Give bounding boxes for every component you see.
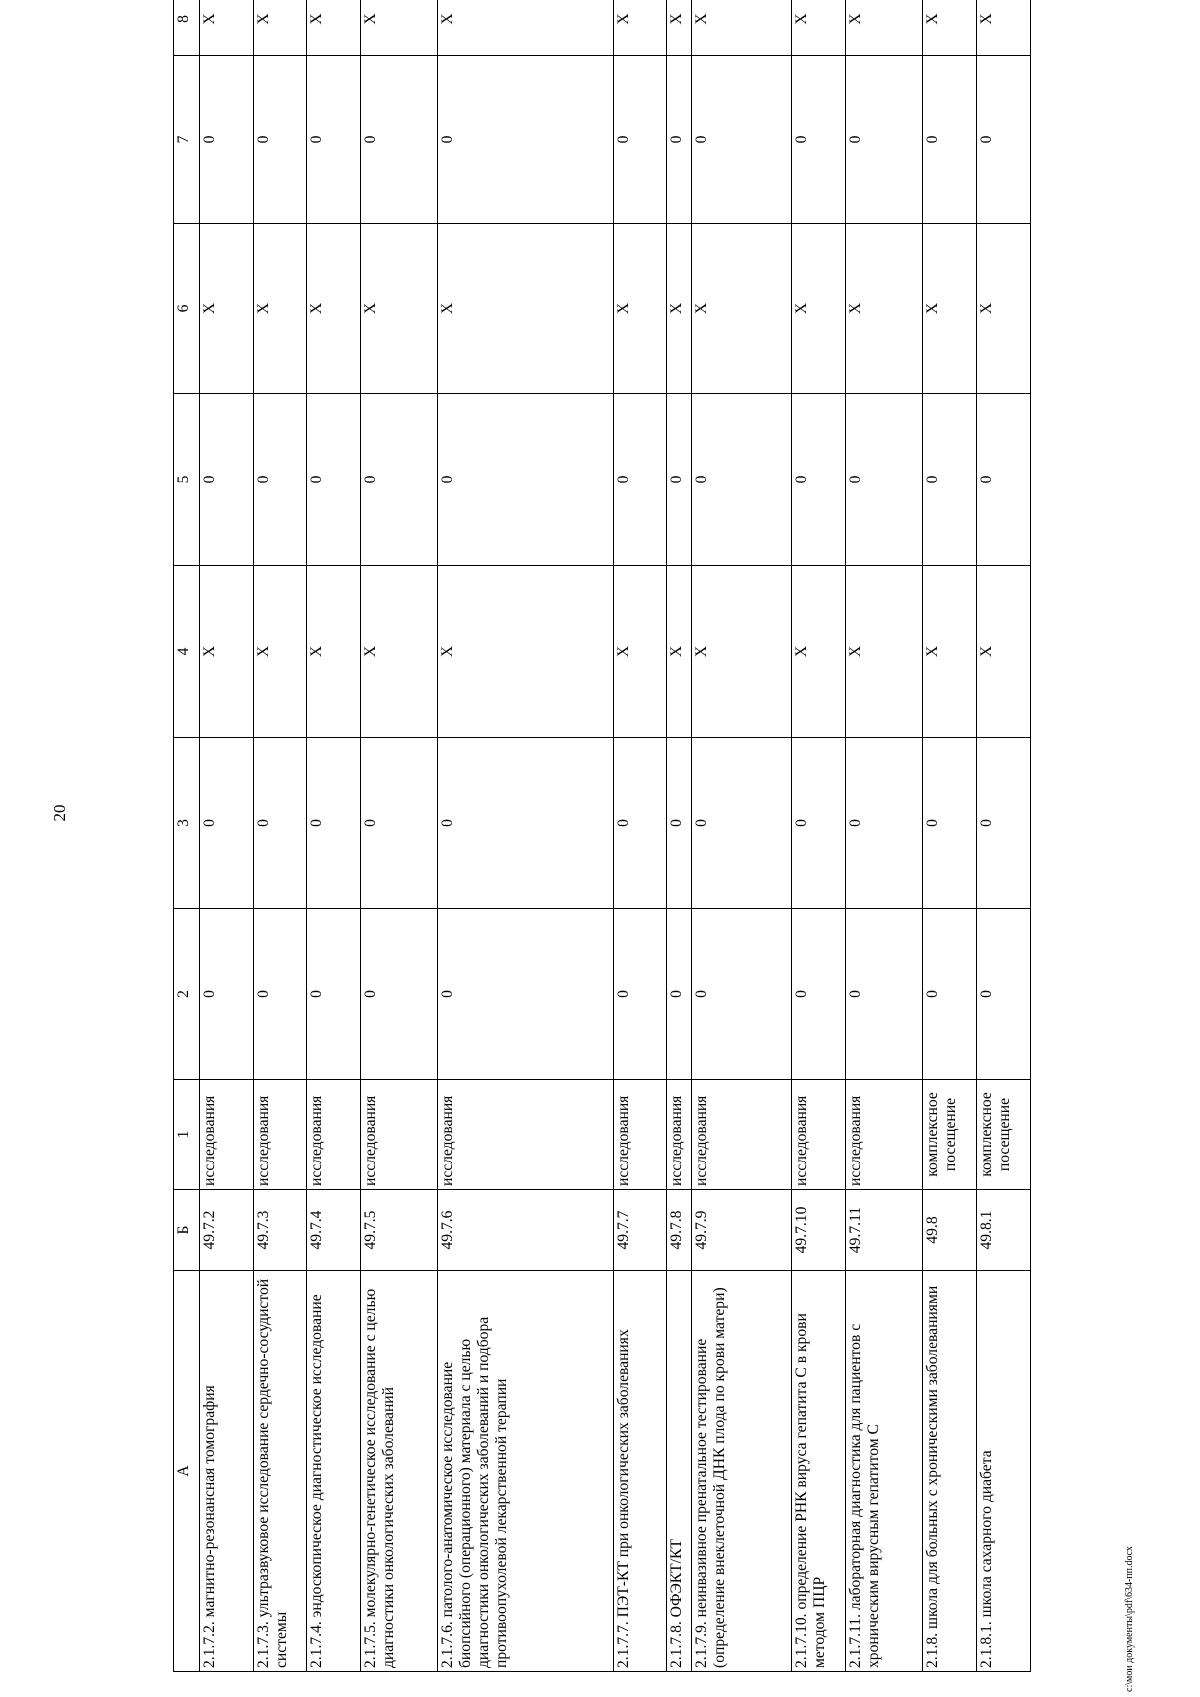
table-cell-col-6: Х — [253, 224, 307, 394]
table-cell-name: 2.1.7.11. лабораторная диагностика для пациентов с хроническим вирусным гепатитом С — [846, 1271, 923, 1672]
table-row — [307, 0, 361, 1672]
table-cell-col-5: 0 — [691, 394, 792, 566]
rotated-table-container — [173, 13, 1031, 1672]
table-cell-col-3: 0 — [923, 738, 977, 909]
table-cell-col-3: 0 — [361, 738, 438, 909]
table-cell-col-5: 0 — [438, 394, 613, 566]
page-number: 20 — [50, 804, 69, 822]
table-row — [253, 0, 307, 1672]
table-cell-col-7: 0 — [307, 56, 361, 224]
table-cell-code: 49.7.7 — [613, 1190, 667, 1271]
table-cell-col-2: 0 — [253, 909, 307, 1080]
header-cell-2: 2 — [174, 909, 200, 1080]
table-cell-code: 49.7.5 — [361, 1190, 438, 1271]
table-cell-col-3: 0 — [307, 738, 361, 909]
table-cell-col-6: Х — [307, 224, 361, 394]
table-row — [691, 0, 792, 1672]
table-cell-col-7: 0 — [613, 56, 667, 224]
table-cell-col-3: 0 — [253, 738, 307, 909]
table-cell-col-5: 0 — [667, 394, 692, 566]
table-row — [667, 0, 692, 1672]
table-row — [361, 0, 438, 1672]
table-cell-col-2: 0 — [307, 909, 361, 1080]
table-cell-col-8: Х — [977, 0, 1031, 56]
table-cell-col-7: 0 — [691, 56, 792, 224]
table-cell-name: 2.1.7.3. ультразвуковое исследование сердечно-сосудистой системы — [253, 1271, 307, 1672]
table-cell-col-5: 0 — [977, 394, 1031, 566]
table-cell-col-2: 0 — [691, 909, 792, 1080]
table-cell-unit: исследования — [438, 1080, 613, 1190]
table-row — [977, 0, 1031, 1672]
table-cell-col-3: 0 — [199, 738, 253, 909]
header-cell-b: Б — [174, 1190, 200, 1271]
table-cell-col-5: 0 — [792, 394, 846, 566]
table-cell-name: 2.1.7.8. ОФЭКТ/КТ — [667, 1271, 692, 1672]
table-cell-unit: исследования — [199, 1080, 253, 1190]
table-cell-code: 49.7.10 — [792, 1190, 846, 1271]
table-cell-col-7: 0 — [667, 56, 692, 224]
table-cell-name: 2.1.7.5. молекулярно-генетическое исследование с целью диагностики онкологических заболеваний — [361, 1271, 438, 1672]
table-cell-col-3: 0 — [438, 738, 613, 909]
table-cell-col-7: 0 — [361, 56, 438, 224]
data-table — [173, 0, 1031, 1672]
table-cell-unit: комплексное посещение — [923, 1080, 977, 1190]
table-cell-code: 49.8.1 — [977, 1190, 1031, 1271]
table-cell-col-2: 0 — [792, 909, 846, 1080]
table-cell-unit: исследования — [667, 1080, 692, 1190]
table-cell-code: 49.7.3 — [253, 1190, 307, 1271]
table-cell-col-7: 0 — [792, 56, 846, 224]
table-cell-col-3: 0 — [977, 738, 1031, 909]
header-cell-5: 5 — [174, 394, 200, 566]
table-cell-col-4: Х — [253, 566, 307, 738]
table-cell-col-2: 0 — [977, 909, 1031, 1080]
header-cell-a: А — [174, 1271, 200, 1672]
table-cell-code: 49.7.2 — [199, 1190, 253, 1271]
table-cell-col-2: 0 — [846, 909, 923, 1080]
table-cell-col-3: 0 — [792, 738, 846, 909]
table-cell-col-8: Х — [846, 0, 923, 56]
footer-file-path: c:\мои документы\pdf\634-пп.docx — [1124, 1546, 1135, 1692]
table-cell-col-5: 0 — [361, 394, 438, 566]
table-cell-col-6: Х — [361, 224, 438, 394]
header-cell-1: 1 — [174, 1080, 200, 1190]
table-cell-col-2: 0 — [361, 909, 438, 1080]
table-cell-col-8: Х — [792, 0, 846, 56]
table-cell-col-7: 0 — [438, 56, 613, 224]
table-cell-name: 2.1.8.1. школа сахарного диабета — [977, 1271, 1031, 1672]
header-cell-7: 7 — [174, 56, 200, 224]
table-cell-col-8: Х — [691, 0, 792, 56]
table-cell-unit: комплексное посещение — [977, 1080, 1031, 1190]
table-cell-unit: исследования — [361, 1080, 438, 1190]
table-cell-col-7: 0 — [846, 56, 923, 224]
table-cell-unit: исследования — [307, 1080, 361, 1190]
table-cell-col-8: Х — [613, 0, 667, 56]
header-cell-4: 4 — [174, 566, 200, 738]
table-cell-col-6: Х — [667, 224, 692, 394]
table-row — [613, 0, 667, 1672]
table-cell-col-6: Х — [199, 224, 253, 394]
table-cell-name: 2.1.7.10. определение РНК вируса гепатита С в крови методом ПЦР — [792, 1271, 846, 1672]
table-cell-col-5: 0 — [199, 394, 253, 566]
table-cell-col-8: Х — [361, 0, 438, 56]
table-cell-col-7: 0 — [923, 56, 977, 224]
table-cell-col-8: Х — [253, 0, 307, 56]
table-cell-col-3: 0 — [846, 738, 923, 909]
table-cell-col-4: Х — [199, 566, 253, 738]
table-cell-col-6: Х — [923, 224, 977, 394]
table-cell-col-4: Х — [667, 566, 692, 738]
table-cell-col-4: Х — [613, 566, 667, 738]
header-cell-3: 3 — [174, 738, 200, 909]
table-cell-col-6: Х — [977, 224, 1031, 394]
table-cell-col-4: Х — [361, 566, 438, 738]
table-cell-col-5: 0 — [846, 394, 923, 566]
header-cell-6: 6 — [174, 224, 200, 394]
table-cell-col-3: 0 — [667, 738, 692, 909]
table-cell-col-8: Х — [438, 0, 613, 56]
table-cell-name: 2.1.7.6. патолого-анатомическое исследование биопсийного (операционного) материала с целью диагностики онкологических заболеваний и подбора противоопухолевой лекарственной терапии — [438, 1271, 613, 1672]
table-cell-col-2: 0 — [923, 909, 977, 1080]
table-cell-name: 2.1.8. школа для больных с хроническими заболеваниями — [923, 1271, 977, 1672]
table-cell-code: 49.7.11 — [846, 1190, 923, 1271]
table-cell-col-6: Х — [846, 224, 923, 394]
table-row — [923, 0, 977, 1672]
table-cell-col-2: 0 — [438, 909, 613, 1080]
table-row — [792, 0, 846, 1672]
header-cell-8: 8 — [174, 0, 200, 56]
table-cell-col-6: Х — [792, 224, 846, 394]
table-cell-col-6: Х — [613, 224, 667, 394]
table-cell-col-4: Х — [977, 566, 1031, 738]
table-cell-code: 49.8 — [923, 1190, 977, 1271]
table-cell-name: 2.1.7.9. неинвазивное пренатальное тестирование (определение внеклеточной ДНК плода по крови матери) — [691, 1271, 792, 1672]
table-cell-unit: исследования — [846, 1080, 923, 1190]
table-cell-col-4: Х — [792, 566, 846, 738]
table-cell-col-7: 0 — [253, 56, 307, 224]
table-cell-col-4: Х — [438, 566, 613, 738]
table-cell-col-5: 0 — [253, 394, 307, 566]
table-cell-col-5: 0 — [307, 394, 361, 566]
table-cell-code: 49.7.8 — [667, 1190, 692, 1271]
table-cell-col-8: Х — [307, 0, 361, 56]
table-row — [438, 0, 613, 1672]
table-cell-col-3: 0 — [691, 738, 792, 909]
table-cell-col-3: 0 — [613, 738, 667, 909]
table-cell-unit: исследования — [613, 1080, 667, 1190]
table-cell-col-2: 0 — [613, 909, 667, 1080]
table-cell-name: 2.1.7.2. магнитно-резонансная томография — [199, 1271, 253, 1672]
table-cell-code: 49.7.4 — [307, 1190, 361, 1271]
table-cell-col-5: 0 — [613, 394, 667, 566]
table-cell-col-4: Х — [846, 566, 923, 738]
table-cell-col-5: 0 — [923, 394, 977, 566]
table-cell-col-2: 0 — [199, 909, 253, 1080]
table-cell-col-2: 0 — [667, 909, 692, 1080]
table-cell-col-7: 0 — [977, 56, 1031, 224]
table-cell-col-8: Х — [923, 0, 977, 56]
table-cell-col-8: Х — [667, 0, 692, 56]
table-cell-col-7: 0 — [199, 56, 253, 224]
table-cell-code: 49.7.6 — [438, 1190, 613, 1271]
table-cell-unit: исследования — [253, 1080, 307, 1190]
table-cell-unit: исследования — [792, 1080, 846, 1190]
table-cell-col-6: Х — [438, 224, 613, 394]
table-cell-col-4: Х — [691, 566, 792, 738]
table-row — [846, 0, 923, 1672]
table-cell-name: 2.1.7.4. эндоскопическое диагностическое исследование — [307, 1271, 361, 1672]
table-cell-code: 49.7.9 — [691, 1190, 792, 1271]
table-cell-col-8: Х — [199, 0, 253, 56]
table-cell-name: 2.1.7.7. ПЭТ-КТ при онкологических заболеваниях — [613, 1271, 667, 1672]
table-cell-unit: исследования — [691, 1080, 792, 1190]
table-cell-col-4: Х — [923, 566, 977, 738]
table-cell-col-6: Х — [691, 224, 792, 394]
table-row — [199, 0, 253, 1672]
header-row — [174, 0, 200, 1672]
table-cell-col-4: Х — [307, 566, 361, 738]
